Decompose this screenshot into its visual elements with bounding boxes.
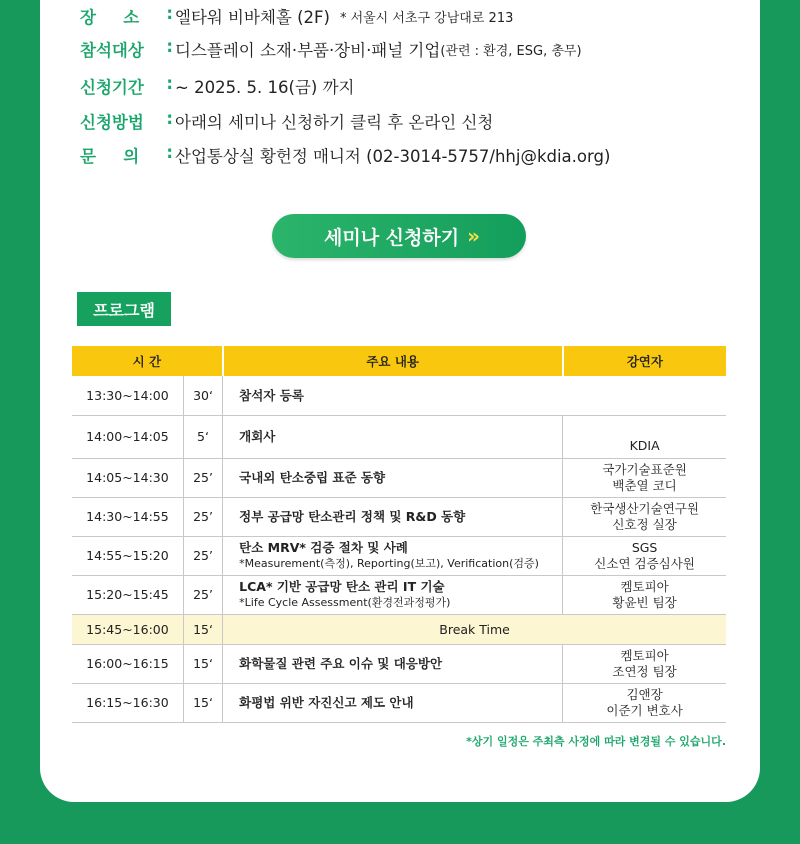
info-value: 산업통상실 황헌정 매니저 (02-3014-5757/hhj@kdia.org) (175, 147, 611, 166)
info-label: 신청기간 : (80, 74, 173, 97)
table-row: 14:55~15:20 25’ 탄소 MRV* 검증 절차 및 사례 *Measurement(측정), Reporting(보고), Verification(검증) SGS 신소연 검증심사원 (72, 537, 726, 576)
schedule-footnote: *상기 일정은 주최측 사정에 따라 변경될 수 있습니다. (466, 735, 726, 748)
table-header-row (72, 346, 726, 376)
info-value: 디스플레이 소재·부품·장비·패널 기업 (175, 41, 441, 60)
info-venue (80, 1, 513, 31)
table-row: 16:00~16:15 15‘ 화학물질 관련 주요 이슈 및 대응방안 켐토피아 조연정 팀장 (72, 645, 726, 684)
table-row: 14:00~14:05 5‘ 개회사 KDIA (72, 416, 726, 459)
table-row: 13:30~14:00 30‘ 참석자 등록 (72, 376, 726, 416)
info-target (80, 34, 582, 64)
table-row: 15:20~15:45 25’ LCA* 기반 공급망 탄소 관리 IT 기술 *Life Cycle Assessment(환경전과정평가) 켐토피아 황윤빈 팀장 (72, 576, 726, 615)
info-value: ~ 2025. 5. 16(금) 까지 (175, 78, 355, 97)
info-label: 참석대상 : (80, 37, 173, 60)
seminar-apply-button[interactable] (272, 214, 526, 258)
info-period (80, 71, 354, 101)
content-card (40, 0, 760, 802)
header-time: 시 간 (72, 346, 223, 376)
info-paren: (관련 : 환경, ESG, 총무) (440, 43, 582, 59)
table-row: 16:15~16:30 15‘ 화평법 위반 자진신고 제도 안내 김앤장 이준기 변호사 (72, 684, 726, 723)
program-title: 프로그램 (77, 292, 171, 326)
info-note: * 서울시 서초구 강남대로 213 (339, 10, 514, 26)
info-label: 신청방법 : (80, 109, 173, 132)
header-speaker: 강연자 (563, 346, 726, 376)
header-content: 주요 내용 (223, 346, 563, 376)
table-row: 14:30~14:55 25’ 정부 공급망 탄소관리 정책 및 R&D 동향 한국생산기술연구원 신호정 실장 (72, 498, 726, 537)
info-contact (80, 140, 610, 170)
info-value: 아래의 세미나 신청하기 클릭 후 온라인 신청 (175, 113, 494, 132)
info-label: 장 소 : (80, 4, 173, 27)
break-row: 15:45~16:00 15‘ Break Time (72, 615, 726, 645)
info-label: 문 의 : (80, 143, 173, 166)
apply-button-label: 세미나 신청하기 (323, 226, 460, 249)
program-table (72, 346, 726, 723)
double-chevron-right-icon: » (467, 224, 474, 248)
info-method (80, 106, 493, 136)
table-row: 14:05~14:30 25’ 국내외 탄소중립 표준 동향 국가기술표준원 백춘열 코디 (72, 459, 726, 498)
info-value: 엘타워 비바체홀 (2F) (175, 8, 330, 27)
